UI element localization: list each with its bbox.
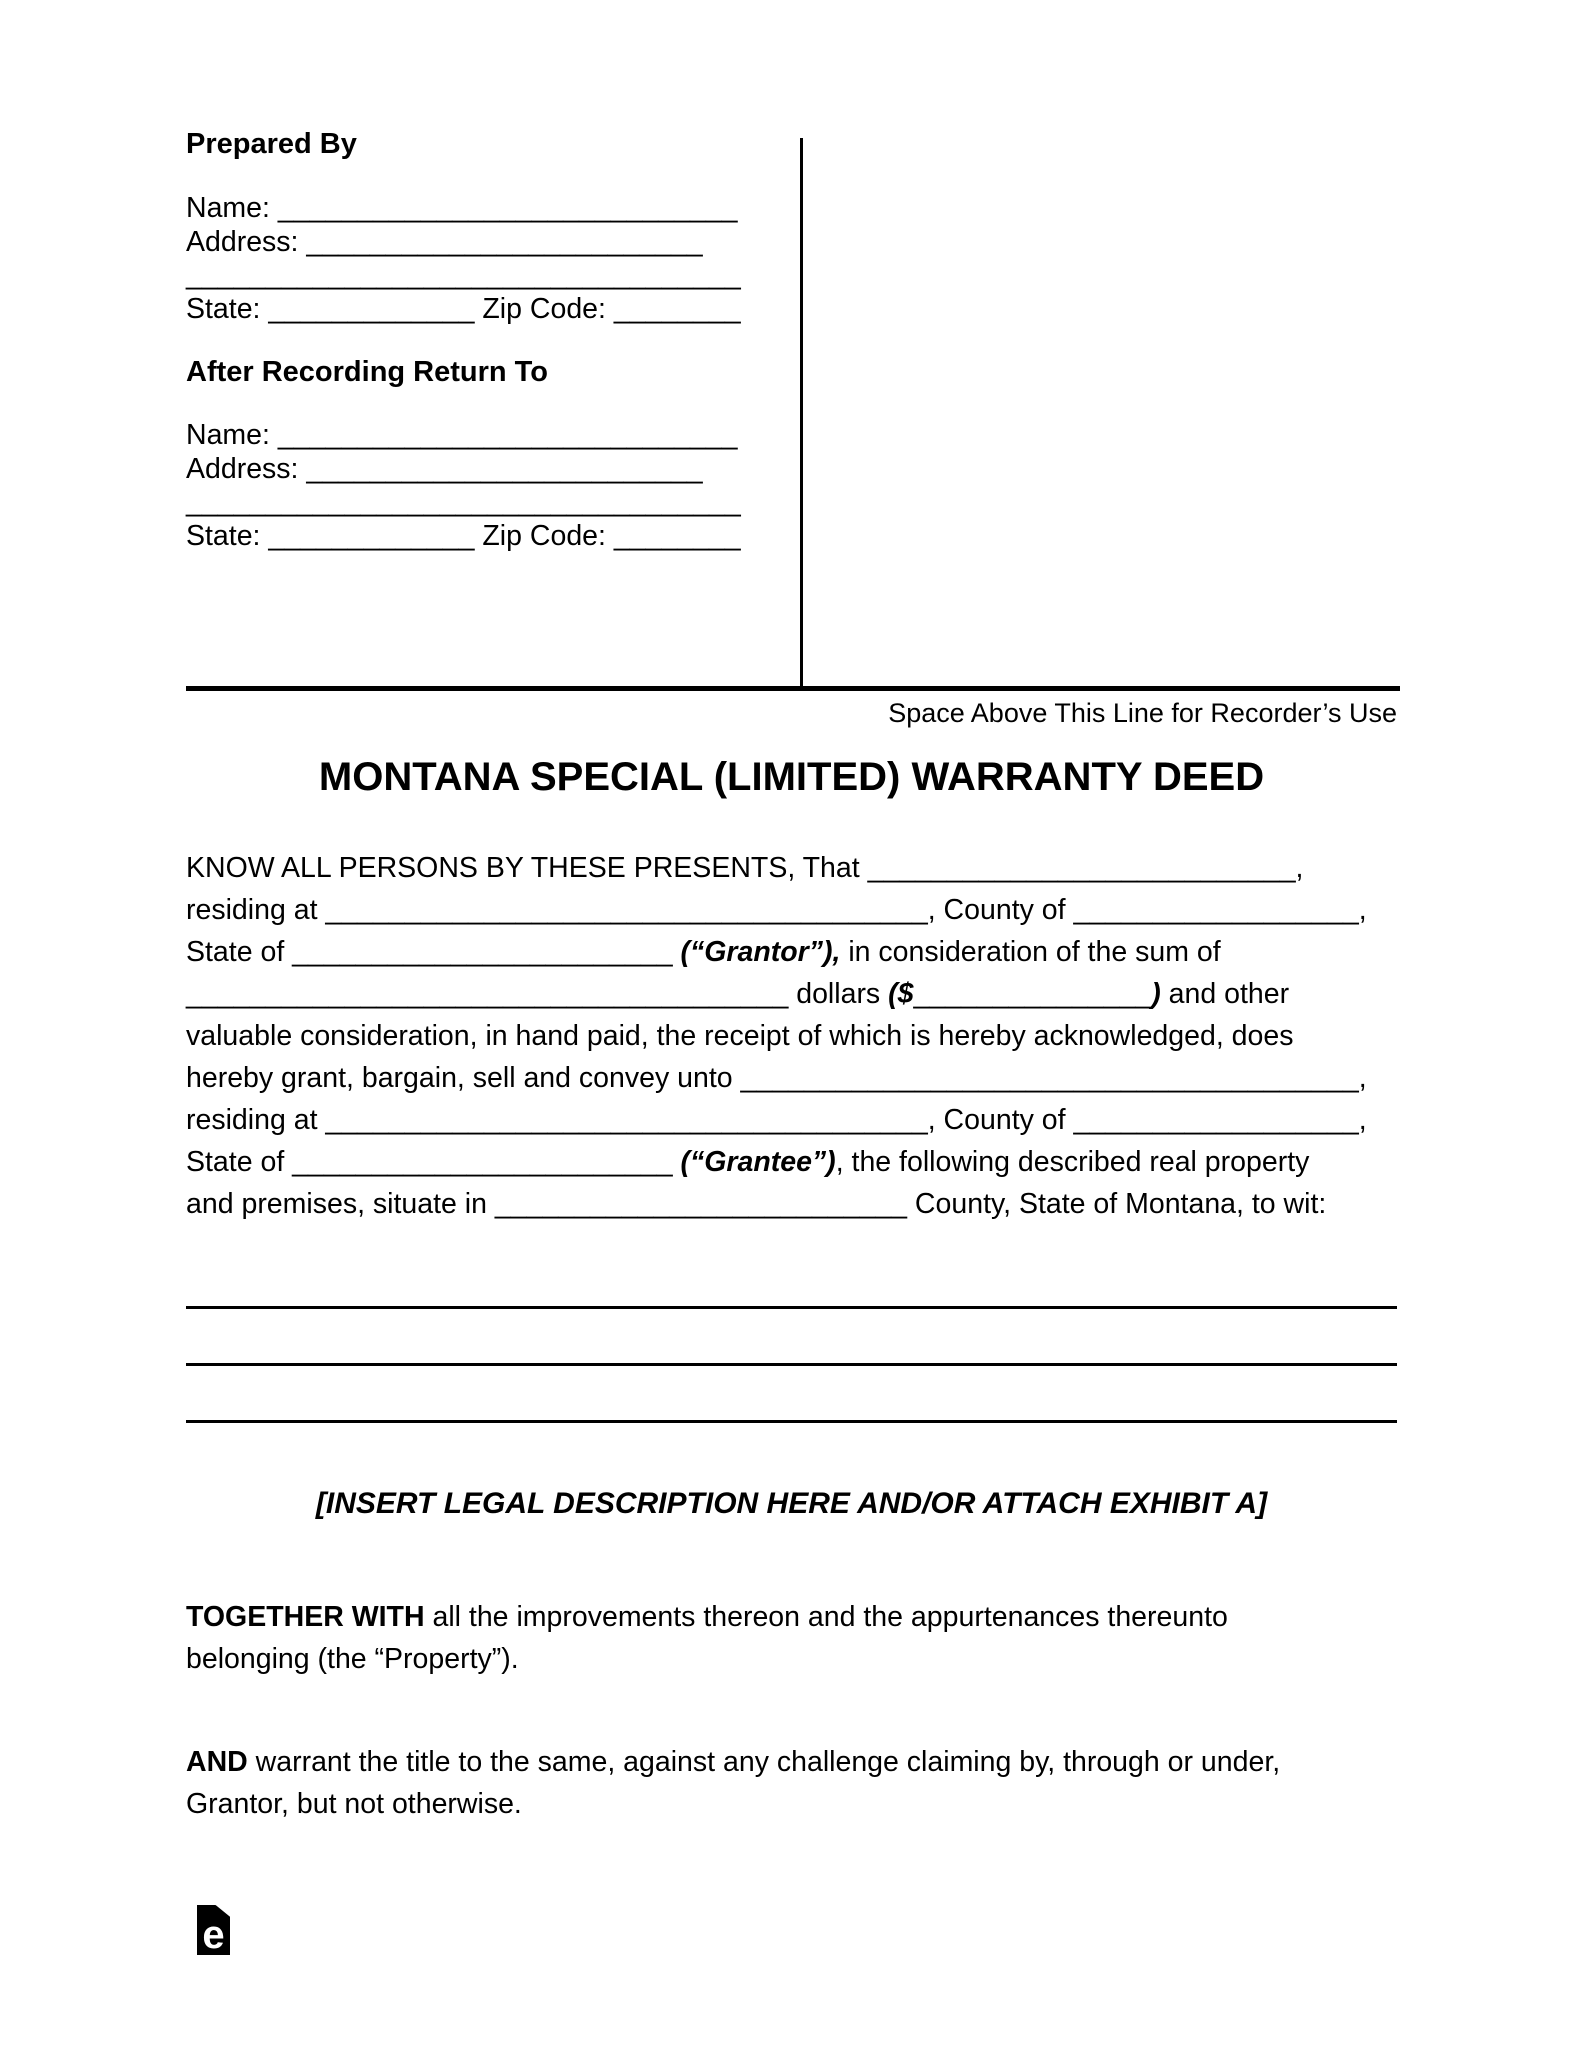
bold-run: TOGETHER WITH: [186, 1601, 425, 1633]
after-recording-fields: [186, 419, 1397, 553]
text-run: State of ________________________: [186, 1146, 681, 1178]
text-run: residing at ______________________________________, County of __________________,: [186, 894, 1367, 926]
text-run: ________: [613, 519, 741, 552]
text-run: Grantor, but not otherwise.: [186, 1788, 522, 1820]
after-recording-heading: After Recording Return To: [186, 356, 548, 388]
text-run: Name:: [186, 192, 278, 224]
bold-run: AND: [186, 1746, 248, 1778]
text-run: warrant the title to the same, against any challenge claiming by, through or under,: [247, 1746, 1281, 1778]
legal-description-blank-line: [186, 1366, 1397, 1423]
paragraph-line: [186, 486, 1397, 520]
paragraph-line: [186, 1141, 1397, 1183]
bold-italic-run: (“Grantee”): [680, 1146, 836, 1178]
paragraph-line: [186, 847, 1397, 889]
paragraph-line: [186, 293, 1397, 327]
paragraph-line: [186, 1015, 1397, 1057]
text-run: belonging (the “Property”).: [186, 1643, 519, 1675]
column-separator-line: [800, 138, 803, 688]
deed-title: MONTANA SPECIAL (LIMITED) WARRANTY DEED: [318, 755, 1265, 799]
paragraph-line: [186, 520, 1397, 554]
legal-description-blank-line: [186, 1309, 1397, 1366]
text-run: ___________________________________: [186, 259, 741, 291]
text-run: , the following described real property: [835, 1146, 1310, 1178]
eforms-logo-letter: e: [202, 1913, 225, 1957]
prepared-by-heading: Prepared By: [186, 128, 357, 160]
text-run: all the improvements thereon and the appurtenances thereunto: [424, 1601, 1228, 1633]
paragraph-line: [186, 1057, 1397, 1099]
text-run: residing at ______________________________________, County of __________________,: [186, 1104, 1367, 1136]
text-run: ______________________________________ dollars: [186, 978, 889, 1010]
text-run: _______________: [913, 978, 1152, 1010]
text-run: ________: [613, 292, 741, 325]
and-warrant-paragraph: [186, 1741, 1397, 1825]
paragraph-line: [186, 1183, 1397, 1225]
text-run: valuable consideration, in hand paid, the receipt of which is hereby acknowledged, does: [186, 1020, 1294, 1052]
text-run: KNOW ALL PERSONS BY THESE PRESENTS, That ___________________________,: [186, 852, 1304, 884]
text-run: _____________________________: [277, 419, 738, 451]
text-run: hereby grant, bargain, sell and convey unto _______________________________________,: [186, 1062, 1367, 1094]
paragraph-line: [186, 192, 1397, 226]
text-run: State:: [186, 519, 269, 552]
bold-italic-run: ($: [888, 978, 914, 1010]
legal-description-blank-line: [186, 1252, 1397, 1309]
recorder-divider-line: [186, 686, 1400, 691]
paragraph-line: [186, 1638, 1397, 1680]
paragraph-line: [186, 1741, 1397, 1783]
text-run: _____________: [268, 519, 475, 552]
paragraph-line: [186, 931, 1397, 973]
text-run: in consideration of the sum of: [840, 936, 1221, 968]
paragraph-line: [186, 453, 1397, 487]
text-run: Zip Code:: [474, 292, 614, 325]
text-run: _________________________: [306, 225, 703, 258]
paragraph-line: [186, 419, 1397, 453]
paragraph-line: [186, 259, 1397, 293]
text-run: _____________: [268, 292, 475, 325]
text-run: ___________________________________: [186, 486, 741, 518]
text-run: Name:: [186, 419, 278, 451]
prepared-by-fields: [186, 192, 1397, 326]
text-run: State:: [186, 292, 269, 325]
legal-description-placeholder: [INSERT LEGAL DESCRIPTION HERE AND/OR ATTACH EXHIBIT A]: [315, 1487, 1268, 1520]
together-with-paragraph: [186, 1596, 1397, 1680]
paragraph-line: [186, 1596, 1397, 1638]
paragraph-line: [186, 1099, 1397, 1141]
text-run: and premises, situate in __________________________ County, State of Montana, to wit:: [186, 1188, 1327, 1220]
text-run: Address:: [186, 452, 307, 485]
text-run: Zip Code:: [474, 519, 614, 552]
paragraph-line: [186, 226, 1397, 260]
bold-italic-run: (“Grantor”),: [680, 936, 841, 968]
paragraph-line: [186, 1783, 1397, 1825]
bold-italic-run: ): [1151, 978, 1161, 1010]
text-run: Address:: [186, 225, 307, 258]
text-run: _____________________________: [277, 192, 738, 224]
legal-description-blank-lines: [186, 1252, 1397, 1423]
paragraph-line: [186, 889, 1397, 931]
eforms-logo: [197, 1905, 230, 1955]
text-run: and other: [1160, 978, 1290, 1010]
paragraph-line: [186, 973, 1397, 1015]
text-run: _________________________: [306, 452, 703, 485]
recorder-use-note: Space Above This Line for Recorder’s Use: [888, 698, 1397, 728]
text-run: State of ________________________: [186, 936, 681, 968]
deed-intro-paragraph: [186, 847, 1397, 1225]
